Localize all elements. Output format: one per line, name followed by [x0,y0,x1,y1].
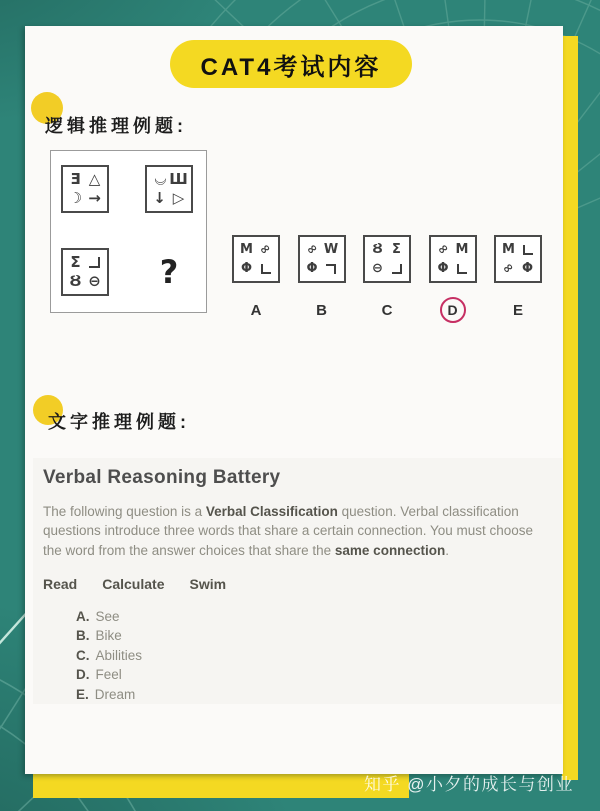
answer-label-E [513,296,523,324]
option-letter: C. [76,647,90,663]
arrow-down-icon: ↓ [153,189,166,207]
corner-br-icon [392,264,402,274]
answer-letter: C [381,301,393,319]
option-letter: E. [76,686,89,702]
stimulus-word: Swim [189,575,227,592]
intro-bold-term: same connection [334,542,446,558]
double-loop-icon: ∞ [499,259,518,278]
corner-br-icon [89,257,100,268]
accent-strip-right [562,36,578,780]
double-loop-icon: ∞ [256,240,275,259]
option-text: Dream [94,686,136,702]
verbal-panel-title: Verbal Reasoning Battery [43,467,281,488]
sigma-icon: Σ [392,242,401,257]
reversed-e-icon: Ǝ [70,170,81,188]
sigma-icon: Σ [70,253,81,271]
circle-dash-icon: ⊖ [372,261,383,276]
matrix-question-mark: ? [159,253,179,291]
matrix-cell-1 [61,165,109,213]
phi-icon: Φ [240,261,253,276]
answer-label-C [382,296,393,324]
answer-box-E [494,235,542,283]
intro-text: . [445,542,449,558]
triangle-up-icon: △ [88,170,101,188]
e-rotated-sha-icon: Ш [169,170,188,188]
answer-letter: A [250,301,262,319]
figure-matrix [50,150,207,313]
option-letter: D. [76,667,90,683]
sigma-rotated-w-icon: W [323,242,339,257]
option-letter: B. [76,628,90,644]
sigma-rotated-m-icon: M [502,242,515,257]
corner-bl-icon [523,245,533,255]
answer-option-B [298,235,346,324]
option-letter: A. [76,608,90,624]
page-title: CAT4考试内容 [200,53,382,81]
corner-tr-icon [326,264,336,274]
selected-answer-circle: D [440,297,466,323]
answer-letter: B [316,301,327,319]
eight-open-icon: Ȣ [372,242,383,257]
verbal-option-D [76,665,548,685]
section-heading-logic: 逻辑推理例题: [45,116,187,136]
stimulus-word: Calculate [102,575,165,592]
arrow-right-icon: → [88,189,101,207]
content-card [25,26,563,774]
intro-text: The following question is a [43,504,206,519]
crescent-up-icon: ☽ [150,172,169,187]
sigma-rotated-m-icon: M [455,242,469,257]
logic-answers-row [232,235,542,324]
answer-box-B [298,235,346,283]
triangle-right-icon: ▷ [172,189,185,207]
phi-icon: Φ [306,261,318,276]
page-title-pill [170,40,412,88]
answer-option-E [494,235,542,324]
matrix-cell-3 [61,248,109,296]
intro-bold-term: Verbal Classification [205,504,338,519]
crescent-icon: ☽ [68,189,83,207]
matrix-cell-2 [145,165,193,213]
circle-dash-icon: ⊖ [88,272,101,290]
phi-icon: Φ [437,261,449,276]
double-loop-icon: ∞ [303,240,321,259]
answer-label-B [316,296,327,324]
phi-icon: Φ [521,261,534,276]
verbal-option-E [76,685,548,705]
answer-label-D [440,296,466,324]
verbal-option-A [76,607,548,627]
answer-option-D [429,235,477,324]
stimulus-words [43,576,548,594]
verbal-panel [33,458,562,704]
stimulus-word: Read [43,575,78,592]
option-text: Abilities [95,647,143,663]
answer-label-A [251,296,262,324]
eight-open-icon: Ȣ [69,272,82,290]
intro-text: question. Verbal classification questions introduce three words that share a certain connection. You must choose the word from the answer choices that share the [43,504,534,558]
corner-bl-icon [457,264,467,274]
section-heading-verbal: 文字推理例题: [48,412,190,432]
answer-box-A [232,235,280,283]
option-text: Feel [95,667,122,683]
answer-option-C [363,235,411,324]
corner-bl-icon [261,264,271,274]
verbal-intro-paragraph [43,502,549,560]
verbal-option-B [76,626,548,646]
verbal-option-C [76,646,548,666]
answer-box-C [363,235,411,283]
accent-strip-bottom [33,774,409,798]
answer-letter: E [512,301,523,319]
double-loop-icon: ∞ [434,240,452,259]
sigma-rotated-m-icon: M [240,242,253,257]
verbal-options-list [76,607,548,705]
option-text: See [95,608,120,624]
option-text: Bike [95,628,122,644]
answer-box-D [429,235,477,283]
answer-option-A [232,235,280,324]
watermark: 知乎 @小夕的成长与创业 [364,775,574,794]
